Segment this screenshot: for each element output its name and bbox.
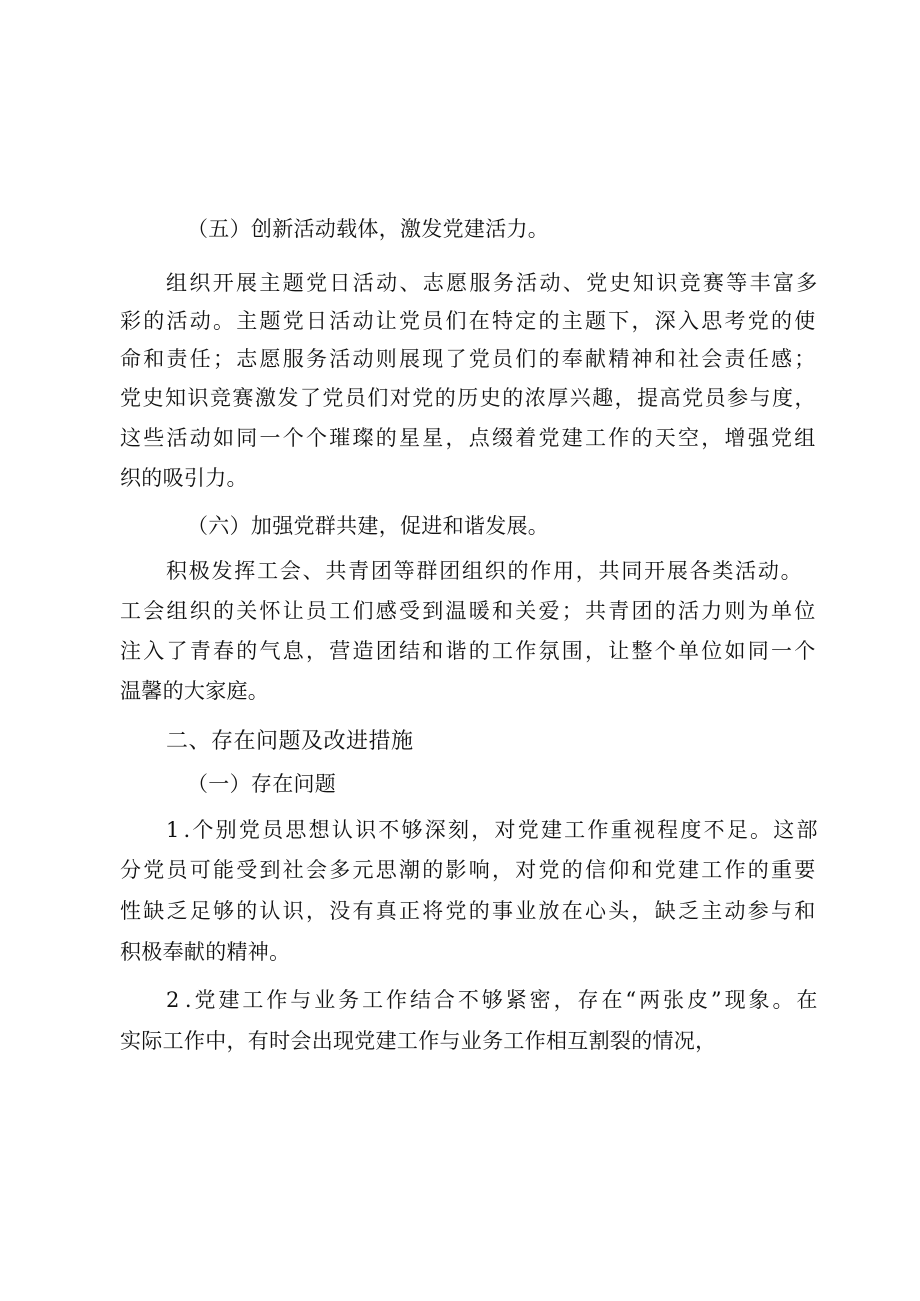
problem-1-line: 1 . 个 别 党 员 思 想 认 识 不 够 深 刻 ， 对 党 建 工 作 重 视 程 度 不 足 。 这 部 <box>166 818 818 842</box>
section-6-paragraph-line: 工 会 组 织 的 关 怀 让 员 工 们 感 受 到 温 暖 和 关 爱 ； 共 青 团 的 活 力 则 为 单 位 <box>120 599 816 623</box>
section-5-paragraph-line: 党 史 知 识 竞 赛 激 发 了 党 员 们 对 党 的 历 史 的 浓 厚 兴 趣 ， 提 高 党 员 参 与 度 ， <box>120 386 816 410</box>
problem-1-line: 性 缺 乏 足 够 的 认 识 ， 没 有 真 正 将 党 的 事 业 放 在 心 头 ， 缺 乏 主 动 参 与 和 <box>120 899 816 923</box>
section-5-paragraph-line: 彩 的 活 动 。 主 题 党 日 活 动 让 党 员 们 在 特 定 的 主 题 下 ， 深 入 思 考 党 的 使 <box>120 309 816 333</box>
section-6-paragraph-line: 注 入 了 青 春 的 气 息 ， 营 造 团 结 和 谐 的 工 作 氛 围 ， 让 整 个 单 位 如 同 一 个 <box>120 639 816 663</box>
section-5-heading: （五）创新活动载体，激发党建活力。 <box>187 217 550 241</box>
section-5-paragraph-line: 组 织 开 展 主 题 党 日 活 动 、 志 愿 服 务 活 动 、 党 史 知 识 竞 赛 等 丰 富 多 <box>166 271 818 295</box>
subsection-1-heading: （一）存在问题 <box>187 772 337 796</box>
section-5-paragraph-line: 织的吸引力。 <box>120 466 248 490</box>
section-6-heading: （六）加强党群共建，促进和谐发展。 <box>187 514 550 538</box>
problem-1-line: 分 党 员 可 能 受 到 社 会 多 元 思 潮 的 影 响 ， 对 党 的 信 仰 和 党 建 工 作 的 重 要 <box>120 858 816 882</box>
section-6-paragraph-line: 积 极 发 挥 工 会 、 共 青 团 等 群 团 组 织 的 作 用 ， 共 同 开 展 各 类 活 动 。 <box>166 559 802 583</box>
section-5-paragraph-line: 这 些 活 动 如 同 一 个 个 璀 璨 的 星 星 ， 点 缀 着 党 建 工 作 的 天 空 ， 增 强 党 组 <box>120 426 816 450</box>
section-5-paragraph-line: 命 和 责 任 ； 志 愿 服 务 活 动 则 展 现 了 党 员 们 的 奉 献 精 神 和 社 会 责 任 感 ； <box>120 347 816 371</box>
chapter-2-heading: 二、存在问题及改进措施 <box>166 729 414 754</box>
section-6-paragraph-line: 温馨的大家庭。 <box>120 679 270 703</box>
problem-1-line: 积极奉献的精神。 <box>120 940 291 964</box>
problem-2-line: 2 . 党 建 工 作 与 业 务 工 作 结 合 不 够 紧 密 ， 存 在 “ 两 张 皮 ” 现 象 。 在 <box>166 988 818 1012</box>
problem-2-line: 实际工作中，有时会出现党建工作与业务工作相互割裂的情况， <box>120 1029 717 1053</box>
